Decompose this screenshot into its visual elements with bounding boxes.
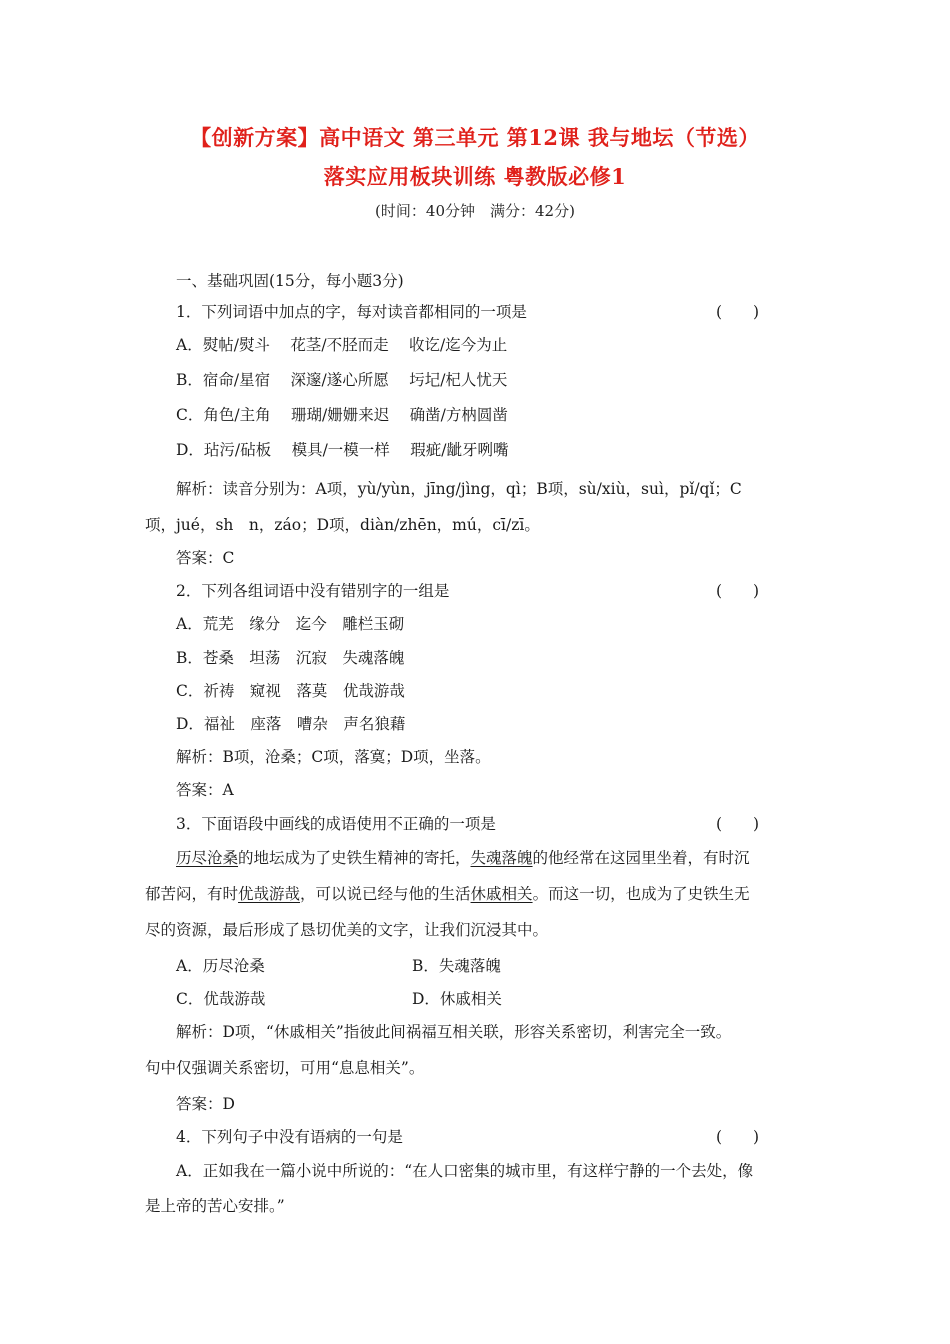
q1-option-c: C．角色/主角 珊瑚/姗姗来迟 确凿/方枘圆凿 [176,406,508,424]
q1-analysis-line2: 项，jué，sh n，záo；D项，diàn/zhēn，mú，cī/zī。 [145,516,540,534]
q3-passage-line2 [145,882,750,904]
q2-stem: 2．下列各组词语中没有错别字的一组是 [176,582,450,600]
q4-answer-blank: ( ) [716,1128,760,1146]
q3-option-d: D．休戚相关 [412,990,502,1008]
q1-stem: 1．下列词语中加点的字，每对读音都相同的一项是 [176,303,527,321]
q3-option-c: C．优哉游哉 [176,990,266,1008]
q3-answer-blank: ( ) [716,815,760,833]
q4-option-a-line2: 是上帝的苦心安排。” [145,1197,285,1215]
q3-passage-line3: 尽的资源，最后形成了恳切优美的文字，让我们沉浸其中。 [145,921,549,939]
q4-stem: 4．下列句子中没有语病的一句是 [176,1128,403,1146]
document-title-line1: 【创新方案】高中语文 第三单元 第12课 我与地坛（节选） [190,125,760,150]
underlined-idiom: 历尽沧桑 [176,849,239,867]
time-score-info: (时间：40分钟 满分：42分) [375,202,575,220]
q1-analysis-line1: 解析：读音分别为：A项，yù/yùn，jīng/jìng，qì；B项，sù/xiù，suì，pǐ/qǐ；C [176,480,742,498]
underlined-idiom: 休戚相关 [470,885,533,903]
q3-answer: 答案：D [176,1095,235,1113]
q3-option-a: A．历尽沧桑 [176,957,265,975]
passage-text: 郁苦闷，有时 [145,885,239,903]
q2-answer-blank: ( ) [716,582,760,600]
q1-option-b: B．宿命/星宿 深邃/遂心所愿 圬圮/杞人忧天 [176,371,508,389]
q2-analysis: 解析：B项，沧桑；C项，落寞；D项，坐落。 [176,748,491,766]
q1-answer: 答案：C [176,549,235,567]
q2-option-d: D．福祉 座落 嘈杂 声名狼藉 [176,715,406,733]
q2-option-a: A．荒芜 缘分 迄今 雕栏玉砌 [176,615,405,633]
passage-text: ，可以说已经与他的生活 [300,885,471,903]
passage-text: 的他经常在这园里坐着，有时沉 [532,849,750,867]
q1-answer-blank: ( ) [716,303,760,321]
q3-analysis-line1: 解析：D项，“休戚相关”指彼此间祸福互相关联，形容关系密切，利害完全一致。 [176,1023,732,1041]
q1-option-d: D．玷污/砧板 模具/一模一样 瑕疵/龇牙咧嘴 [176,441,509,459]
q3-passage-line1 [176,846,750,868]
q3-option-b: B．失魂落魄 [412,957,501,975]
section-heading: 一、基础巩固(15分，每小题3分) [176,272,404,290]
passage-text: 。而这一切，也成为了史铁生无 [532,885,750,903]
underlined-idiom: 失魂落魄 [470,849,533,867]
document-title-line2: 落实应用板块训练 粤教版必修1 [323,164,627,189]
passage-text: 的地坛成为了史铁生精神的寄托， [238,849,471,867]
q3-stem: 3．下面语段中画线的成语使用不正确的一项是 [176,815,496,833]
q2-option-b: B．苍桑 坦荡 沉寂 失魂落魄 [176,649,405,667]
underlined-idiom: 优哉游哉 [238,885,301,903]
q2-answer: 答案：A [176,781,234,799]
q1-option-a: A．熨帖/熨斗 花茎/不胫而走 收讫/迄今为止 [176,336,508,354]
q4-option-a-line1: A．正如我在一篇小说中所说的：“在人口密集的城市里，有这样宁静的一个去处，像 [176,1162,754,1180]
q3-analysis-line2: 句中仅强调关系密切，可用“息息相关”。 [145,1059,425,1077]
q2-option-c: C．祈祷 窥视 落莫 优哉游哉 [176,682,405,700]
